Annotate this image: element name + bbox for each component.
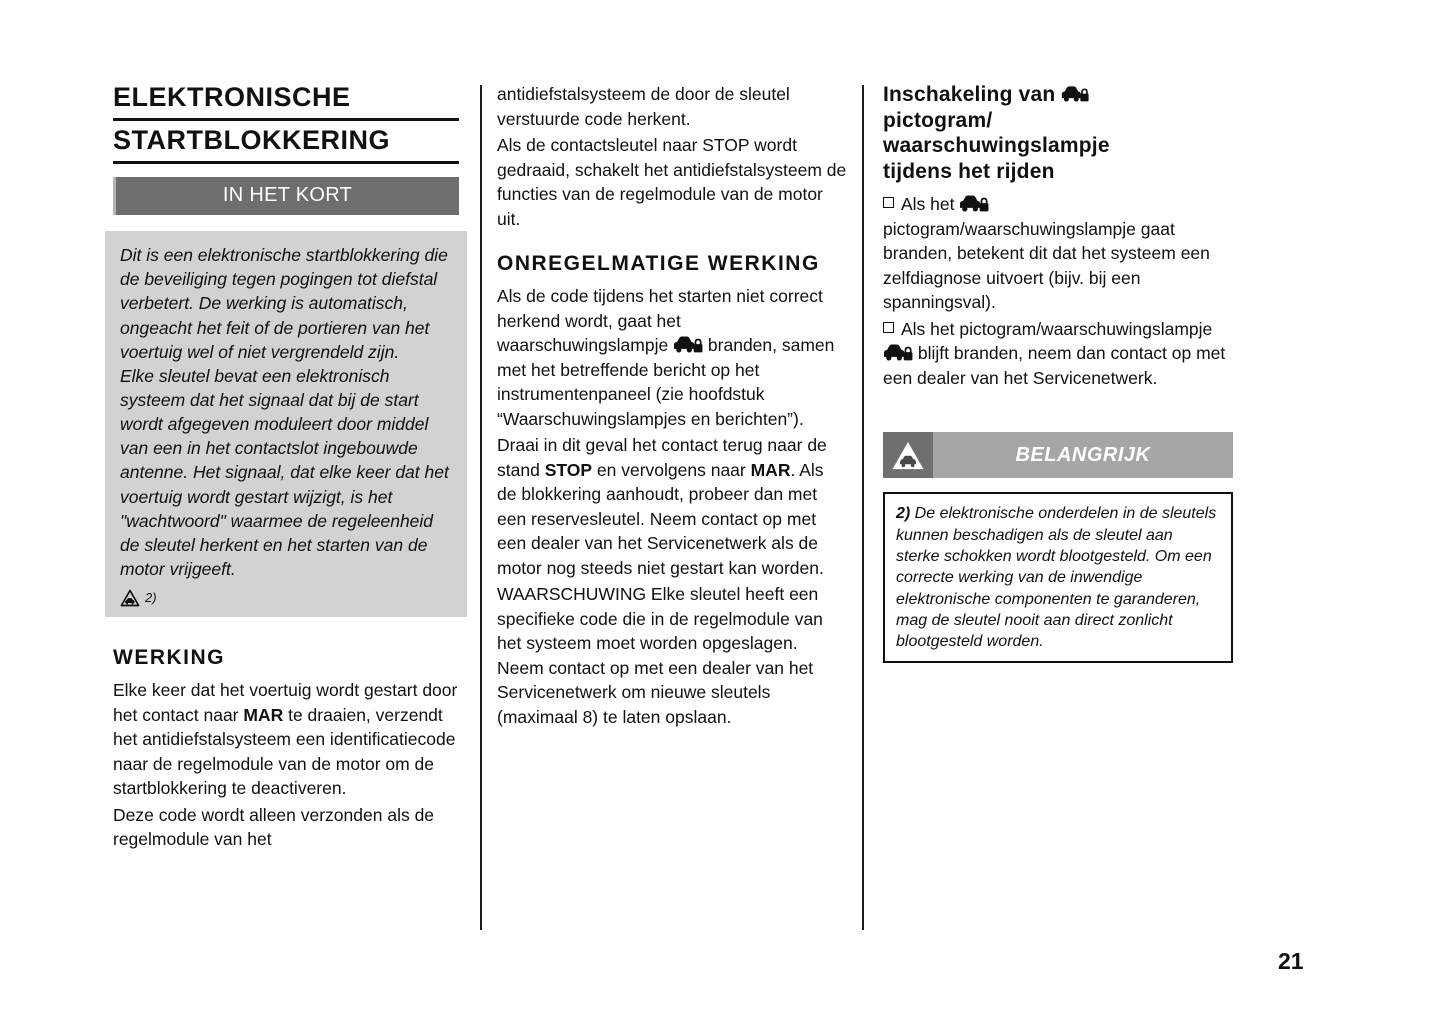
square-bullet-icon <box>883 197 894 208</box>
text-run: Draai in dit geval het contact terug naar de stand <box>497 435 827 480</box>
footnote-reference <box>120 589 455 607</box>
page-title <box>113 82 459 164</box>
retry-paragraph <box>497 433 847 580</box>
bullet-item-1 <box>883 192 1233 315</box>
middle-column <box>497 82 847 729</box>
belangrijk-banner <box>883 432 1233 478</box>
text-run: Als het pictogram/waarschuwingslampje <box>901 318 1213 339</box>
text-run: blijft branden, neem dan contact op met een dealer van het Servicenetwerk. <box>883 343 1226 388</box>
intro-paragraph-1: Dit is een elektronische startblokkering die de beveiliging tegen pogingen tot diefstal verbetert. De werking is automatisch, ongeacht het feit of de portieren van het voertuig wel of niet vergrendeld zijn. <box>120 245 448 362</box>
bullet-item-2 <box>883 317 1233 391</box>
right-column <box>883 82 1233 663</box>
intro-summary-box <box>105 231 467 617</box>
in-het-kort-banner: IN HET KORT <box>113 177 459 215</box>
footnote-2-text: De elektronische onderdelen in de sleutels kunnen beschadigen als de sleutel aan sterke schokken wordt blootgesteld. Om een correcte werking van de inwendige elektronische componenten te garanderen, mag de sleutel nooit aan direct zonlicht blootgesteld worden. <box>896 505 1217 651</box>
immobilizer-warning-lamp-icon <box>959 193 989 214</box>
werking-paragraph-1 <box>113 678 459 801</box>
immobilizer-warning-lamp-icon <box>673 334 703 355</box>
immobilizer-warning-lamp-icon <box>1061 84 1089 104</box>
text-run: Als het <box>901 194 960 215</box>
text-run: te draaien, verzendt het antidiefstalsysteem een identificatiecode naar de regelmodule van de motor om de startblokkering te deactiveren. <box>113 704 456 799</box>
text-run: Inschakeling van <box>883 83 1062 106</box>
text-run: pictogram/waarschuwingslampje gaat branden, betekent dit dat het systeem een zelfdiagnose uitvoert (bijv. bij een spanningsval). <box>883 218 1210 313</box>
belangrijk-label: BELANGRIJK <box>933 432 1233 478</box>
text-run: pictogram/ <box>883 108 993 132</box>
waarschuwing-paragraph: WAARSCHUWING Elke sleutel heeft een specifieke code die in de regelmodule van het systeem moet worden opgeslagen. Neem contact op met een dealer van het Servicenetwerk om nieuwe sleutels (maximaal 8) te laten opslaan. <box>497 584 823 727</box>
footnote-2-box <box>883 492 1233 663</box>
text-run: waarschuwingslampje <box>883 134 1110 158</box>
text-run: en vervolgens naar <box>592 459 751 480</box>
warning-triangle-car-icon <box>120 589 140 607</box>
text-run: tijdens het rijden <box>883 159 1055 183</box>
text-run: Elke keer dat het voertuig wordt gestart door het contact naar <box>113 680 458 725</box>
mar-keyword: MAR <box>243 704 284 725</box>
text-run: . Als de blokkering aanhoudt, probeer dan met een reservesleutel. Neem contact op met een dealer van het Servicenetwerk als de motor nog steeds niet gestart kan worden. <box>497 459 824 578</box>
footnote-number: 2) <box>145 590 157 606</box>
stop-keyword: STOP <box>544 459 593 480</box>
continuation-paragraph-2: Als de contactsleutel naar STOP wordt gedraaid, schakelt het antidiefstalsysteem de functies van de regelmodule van de motor uit. <box>497 135 847 229</box>
fault-paragraph <box>497 284 847 431</box>
inschakeling-heading <box>883 82 1233 184</box>
werking-heading: WERKING <box>113 646 225 670</box>
mar-keyword: MAR <box>750 459 791 480</box>
page-number: 21 <box>1278 948 1304 974</box>
column-divider-2 <box>862 85 864 930</box>
column-divider-1 <box>480 85 482 930</box>
text-run: branden, samen met het betreffende bericht op het instrumentenpaneel (zie hoofdstuk “Waarschuwingslampjes en berichten”). <box>497 335 835 429</box>
square-bullet-icon <box>883 322 894 333</box>
left-column <box>113 82 459 852</box>
text-run: Als de code tijdens het starten niet correct herkend wordt, gaat het waarschuwingslampje <box>497 286 823 356</box>
title-line-1: ELEKTRONISCHE <box>113 82 459 121</box>
werking-paragraph-2: Deze code wordt alleen verzonden als de regelmodule van het <box>113 804 435 850</box>
belangrijk-icon-box <box>883 432 933 478</box>
warning-triangle-car-icon <box>891 440 925 471</box>
continuation-paragraph-1: antidiefstalsysteem de door de sleutel verstuurde code herkent. <box>497 84 790 129</box>
footnote-2-number: 2) <box>896 505 911 523</box>
immobilizer-warning-lamp-icon <box>883 342 913 363</box>
onregelmatige-werking-heading: ONREGELMATIGE WERKING <box>497 252 820 275</box>
title-line-2: STARTBLOKKERING <box>113 125 459 164</box>
intro-paragraph-2: Elke sleutel bevat een elektronisch systeem dat het signaal dat bij de start wordt afgegeven moduleert door middel van een in het contactslot ingebouwde antenne. Het signaal, dat elke keer dat het voertuig wordt gestart wijzigt, is het "wachtwoord" waarmee de regeleenheid de sleutel herkent en het starten van de motor vrijgeeft. <box>120 365 449 579</box>
